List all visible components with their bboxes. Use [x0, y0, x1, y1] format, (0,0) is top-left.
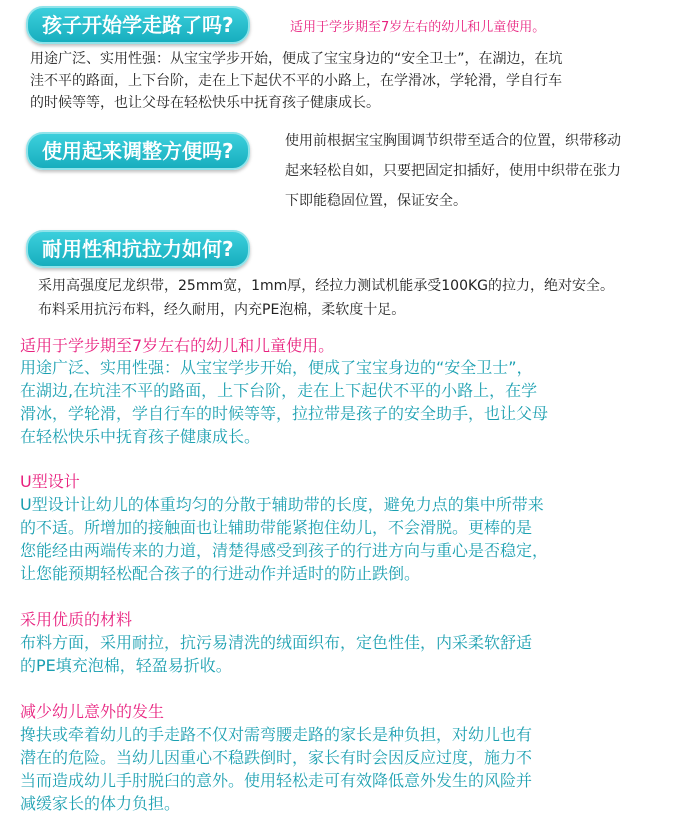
- intro-line-2: 在湖边,在坑洼不平的路面，上下台阶，走在上下起伏不平的小路上，在学: [20, 381, 538, 400]
- safety-line-4: 减缓家长的体力负担。: [20, 794, 181, 813]
- intro-line-3: 滑冰，学轮滑，学自行车的时候等等，拉拉带是孩子的安全助手，也让父母: [20, 404, 549, 423]
- intro-line-4: 在轻松快乐中抚育孩子健康成长。: [20, 427, 261, 446]
- material-heading: 采用优质的材料: [20, 610, 133, 629]
- intro-heading: 适用于学步期至7岁左右的幼儿和儿童使用。: [20, 336, 335, 355]
- u-design-line-3: 您能经由两端传来的力道，清楚得感受到孩子的行进方向与重心是否稳定，: [20, 541, 549, 560]
- u-design-line-4: 让您能预期轻松配合孩子的行进动作并适时的防止跌倒。: [20, 564, 421, 583]
- safety-heading: 减少幼儿意外的发生: [20, 702, 165, 721]
- material-line-2: 的PE填充泡棉，轻盈易折收。: [20, 656, 232, 675]
- u-design-heading: U型设计: [20, 472, 80, 491]
- q1-title-banner: 孩子开始学走路了吗?: [26, 6, 250, 44]
- q2-line-3: 下即能稳固位置，保证安全。: [285, 193, 467, 209]
- q3-line-1: 采用高强度尼龙织带，25mm宽，1mm厚，经拉力测试机能承受100KG的拉力，绝对安全。: [38, 278, 615, 294]
- q3-title-banner: 耐用性和抗拉力如何?: [26, 230, 250, 268]
- q2-title-banner: 使用起来调整方便吗?: [26, 132, 250, 170]
- q1-line-2: 洼不平的路面，上下台阶，走在上下起伏不平的小路上，在学滑冰，学轮滑，学自行车: [30, 73, 562, 89]
- safety-line-2: 潜在的危险。当幼儿因重心不稳跌倒时，家长有时会因反应过度，施力不: [20, 748, 533, 767]
- safety-line-3: 当而造成幼儿手肘脱臼的意外。使用轻松走可有效降低意外发生的风险并: [20, 771, 533, 790]
- u-design-line-1: U型设计让幼儿的体重均匀的分散于辅助带的长度，避免力点的集中所带来: [20, 495, 544, 514]
- q1-line-1: 用途广泛、实用性强：从宝宝学步开始，便成了宝宝身边的“安全卫士”，在湖边，在坑: [30, 51, 563, 67]
- q3-line-2: 布料采用抗污布料，经久耐用，内充PE泡棉，柔软度十足。: [38, 302, 406, 318]
- u-design-line-2: 的不适。所增加的接触面也让辅助带能紧抱住幼儿，不会滑脱。更棒的是: [20, 518, 533, 537]
- q1-subtitle: 适用于学步期至7岁左右的幼儿和儿童使用。: [290, 20, 546, 35]
- intro-line-1: 用途广泛、实用性强：从宝宝学步开始，便成了宝宝身边的“安全卫士”，: [20, 358, 533, 377]
- q2-line-2: 起来轻松自如，只要把固定扣插好，使用中织带在张力: [285, 163, 621, 179]
- material-line-1: 布料方面，采用耐拉，抗污易清洗的绒面织布，定色性佳，内采柔软舒适: [20, 633, 533, 652]
- safety-line-1: 搀扶或牵着幼儿的手走路不仅对需弯腰走路的家长是种负担，对幼儿也有: [20, 725, 533, 744]
- q2-line-1: 使用前根据宝宝胸围调节织带至适合的位置，织带移动: [285, 133, 621, 149]
- q1-line-3: 的时候等等，也让父母在轻松快乐中抚育孩子健康成长。: [30, 95, 380, 111]
